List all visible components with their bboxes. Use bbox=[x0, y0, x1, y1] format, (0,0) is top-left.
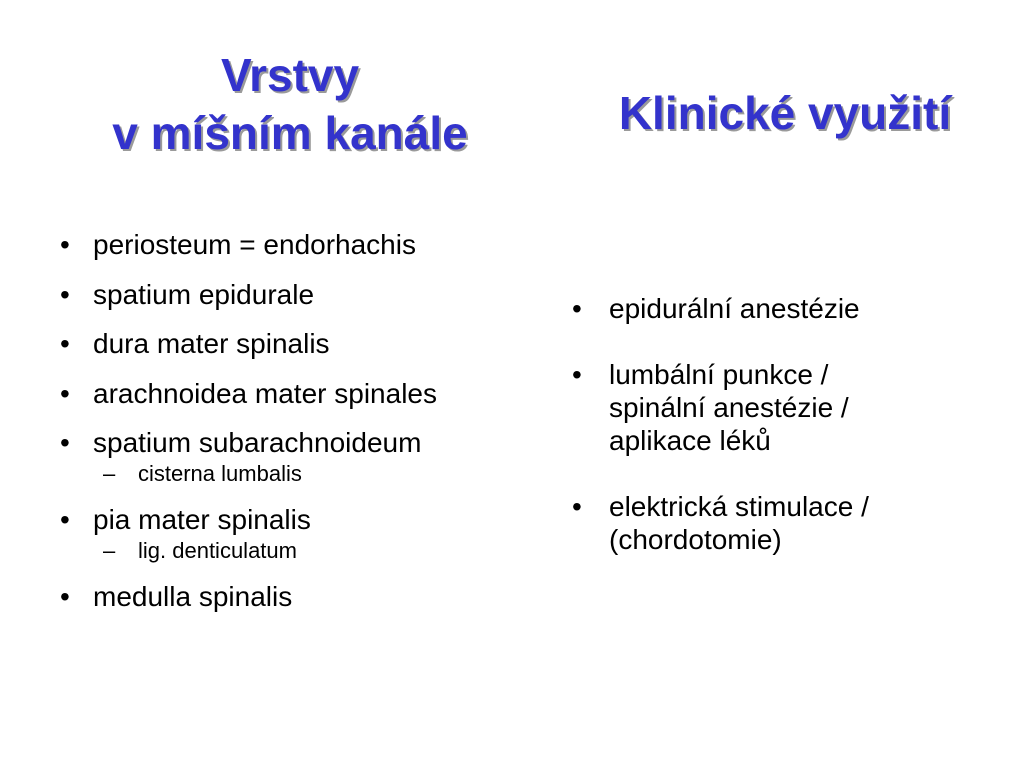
list-item-text: epidurální anestézie bbox=[609, 293, 860, 324]
list-item bbox=[572, 358, 1012, 457]
list-item-text: elektrická stimulace / bbox=[609, 491, 869, 522]
list-item-text: aplikace léků bbox=[609, 425, 771, 456]
layers-list bbox=[60, 228, 560, 630]
sub-list-item bbox=[60, 538, 560, 564]
list-item-text: periosteum = endorhachis bbox=[93, 229, 416, 260]
bullet-icon: • bbox=[572, 293, 582, 324]
bullet-icon: • bbox=[60, 328, 70, 359]
sub-list-item bbox=[60, 461, 560, 487]
left-column-title bbox=[30, 46, 550, 162]
list-item bbox=[60, 580, 560, 613]
left-title-line-2: v míšním kanále bbox=[112, 107, 468, 159]
sub-list-item-text: cisterna lumbalis bbox=[138, 461, 302, 486]
dash-bullet-icon: – bbox=[103, 538, 116, 563]
list-item-text: lumbální punkce / bbox=[609, 359, 829, 390]
list-item-text: spatium subarachnoideum bbox=[93, 427, 422, 458]
bullet-icon: • bbox=[572, 491, 582, 522]
dash-bullet-icon: – bbox=[103, 461, 116, 486]
list-item-text: spinální anestézie / bbox=[609, 392, 849, 423]
list-item bbox=[572, 292, 1012, 325]
list-item-text: spatium epidurale bbox=[93, 278, 315, 310]
list-item-text: dura mater spinalis bbox=[93, 328, 330, 359]
bullet-icon: • bbox=[60, 581, 70, 612]
list-item-text: arachnoidea mater spinales bbox=[93, 377, 437, 409]
left-title-line-1: Vrstvy bbox=[220, 49, 360, 101]
bullet-icon: • bbox=[60, 377, 70, 409]
bullet-icon: • bbox=[60, 229, 70, 260]
list-item bbox=[60, 278, 560, 311]
list-item bbox=[60, 426, 560, 459]
list-item bbox=[60, 503, 560, 536]
bullet-icon: • bbox=[60, 278, 70, 310]
list-item bbox=[60, 228, 560, 261]
bullet-icon: • bbox=[572, 359, 582, 390]
list-item bbox=[60, 327, 560, 360]
list-item-text: (chordotomie) bbox=[609, 524, 782, 555]
sub-list-item-text: lig. denticulatum bbox=[138, 538, 297, 563]
bullet-icon: • bbox=[60, 427, 70, 458]
list-item-text: medulla spinalis bbox=[93, 581, 293, 612]
list-item-text: pia mater spinalis bbox=[93, 504, 311, 535]
clinical-use-list bbox=[572, 292, 1012, 589]
right-column-title: Klinické využití bbox=[618, 87, 952, 139]
list-item bbox=[572, 490, 1012, 556]
bullet-icon: • bbox=[60, 504, 70, 535]
list-item bbox=[60, 377, 560, 410]
